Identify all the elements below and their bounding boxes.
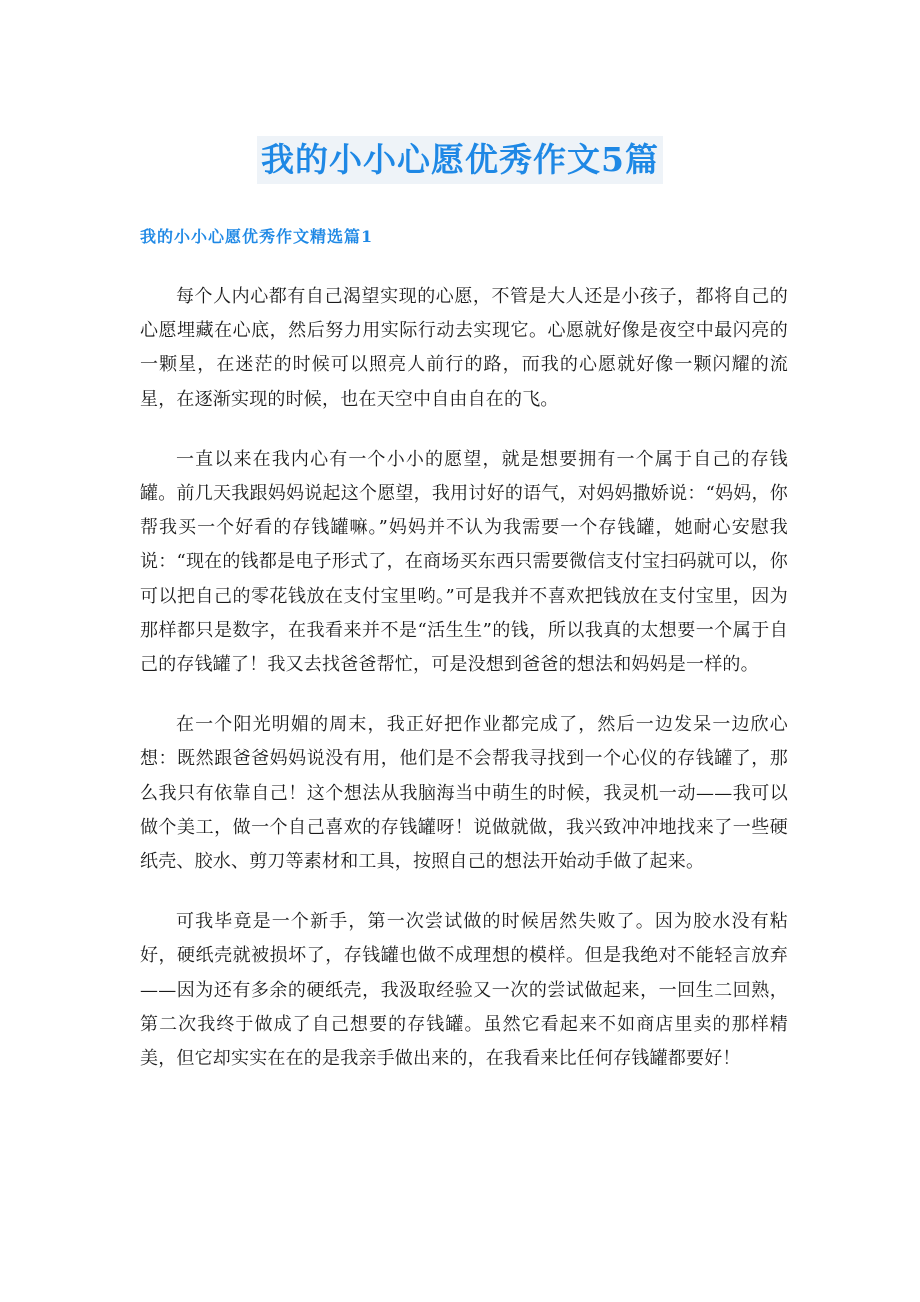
article-body <box>140 280 788 1102</box>
section-heading: 我的小小心愿优秀作文精选篇1 <box>140 227 374 246</box>
document-title-text: 我的小小心愿优秀作文5篇 <box>257 136 663 184</box>
paragraph-4: 可我毕竟是一个新手，第一次尝试做的时候居然失败了。因为胶水没有粘好，硬纸壳就被损坏了，存钱罐也做不成理想的模样。但是我绝对不能轻言放弃——因为还有多余的硬纸壳，我汲取经验又一次的尝试做起来，一回生二回熟，第二次我终于做成了自己想要的存钱罐。虽然它看起来不如商店里卖的那样精美，但它却实实在在的是我亲手做出来的，在我看来比任何存钱罐都要好！ <box>140 911 788 1070</box>
document-title <box>0 136 920 184</box>
paragraph-3: 在一个阳光明媚的周末，我正好把作业都完成了，然后一边发呆一边欣心想：既然跟爸爸妈妈说没有用，他们是不会帮我寻找到一个心仪的存钱罐了，那么我只有依靠自己！这个想法从我脑海当中萌生的时候，我灵机一动——我可以做个美工，做一个自己喜欢的存钱罐呀！说做就做，我兴致冲冲地找来了一些硬纸壳、胶水、剪刀等素材和工具，按照自己的想法开始动手做了起来。 <box>140 714 788 873</box>
paragraph-1: 每个人内心都有自己渴望实现的心愿，不管是大人还是小孩子，都将自己的心愿埋藏在心底，然后努力用实际行动去实现它。心愿就好像是夜空中最闪亮的一颗星，在迷茫的时候可以照亮人前行的路，而我的心愿就好像一颗闪耀的流星，在逐渐实现的时候，也在天空中自由自在的飞。 <box>140 286 788 410</box>
paragraph-2: 一直以来在我内心有一个小小的愿望，就是想要拥有一个属于自己的存钱罐。前几天我跟妈妈说起这个愿望，我用讨好的语气，对妈妈撒娇说：“妈妈，你帮我买一个好看的存钱罐嘛。”妈妈并不认为我需要一个存钱罐，她耐心安慰我说：“现在的钱都是电子形式了，在商场买东西只需要微信支付宝扫码就可以，你可以把自己的零花钱放在支付宝里哟。”可是我并不喜欢把钱放在支付宝里，因为那样都只是数字，在我看来并不是“活生生”的钱，所以我真的太想要一个属于自己的存钱罐了！我又去找爸爸帮忙，可是没想到爸爸的想法和妈妈是一样的。 <box>140 448 788 676</box>
